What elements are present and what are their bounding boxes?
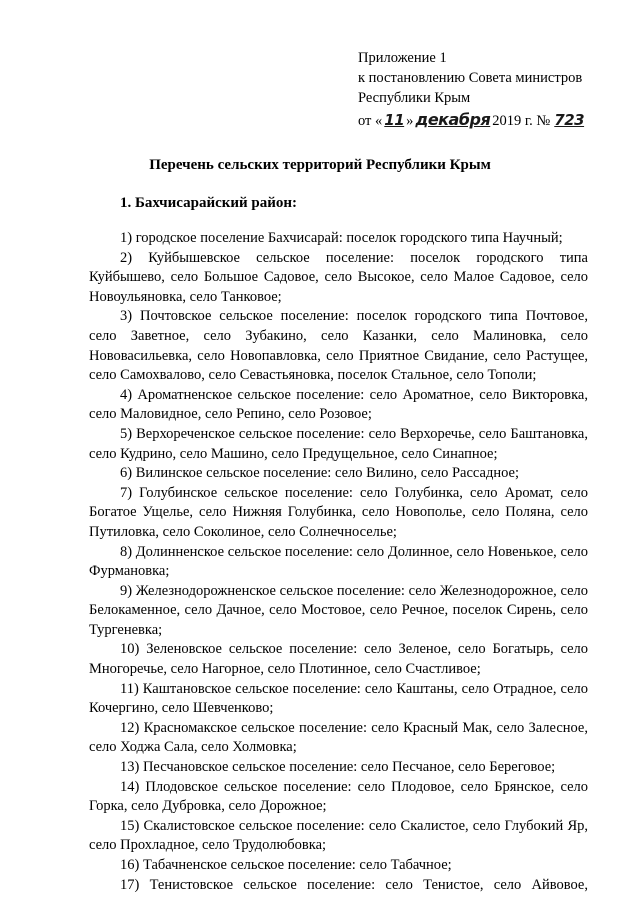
list-item: 17) Тенистовское сельское поселение: село Тенистое, село Айвовое, bbox=[120, 876, 588, 893]
list-item: 11) Каштановское сельское поселение: село Каштаны, село Отрадное, село Кочергино, село Шевченково; bbox=[89, 680, 588, 717]
appendix-republic: Республики Крым bbox=[358, 90, 471, 106]
handwritten-month: декабря bbox=[415, 110, 491, 129]
list-item: 9) Железнодорожненское сельское поселение: село Железнодорожное, село Белокаменное, село Дачное, село Мостовое, село Речное, поселок Сирень, село Тургеневка; bbox=[89, 582, 588, 638]
appendix-date-line bbox=[358, 110, 628, 131]
section-heading: 1. Бахчисарайский район: bbox=[120, 195, 298, 211]
list-item: 3) Почтовское сельское поселение: поселок городского типа Почтовое, село Заветное, село Зубакино, село Казанки, село Малиновка, село Нововасильевка, село Новопавловка, село Приятное Свидание, село Растущее, село Самохвалово, село Севастьяновка, поселок Стальное, село Тополи; bbox=[89, 308, 588, 384]
list-item: 16) Табачненское сельское поселение: село Табачное; bbox=[120, 857, 452, 873]
handwritten-day: 11 bbox=[384, 111, 405, 129]
appendix-decree-ref: к постановлению Совета министров bbox=[358, 70, 583, 86]
date-quote-close: » bbox=[406, 113, 414, 129]
list-item: 2) Куйбышевское сельское поселение: поселок городского типа Куйбышево, село Большое Садовое, село Высокое, село Малое Садовое, село Новоульяновка, село Танковое; bbox=[89, 249, 588, 305]
settlement-list bbox=[89, 229, 588, 895]
appendix-number: Приложение 1 bbox=[358, 50, 447, 66]
list-item: 14) Плодовское сельское поселение: село Плодовое, село Брянское, село Горка, село Дубровка, село Дорожное; bbox=[89, 778, 588, 815]
date-prefix: от « bbox=[358, 113, 383, 129]
list-item: 4) Ароматненское сельское поселение: село Ароматное, село Викторовка, село Маловидное, село Репино, село Розовое; bbox=[89, 386, 588, 423]
document-title: Перечень сельских территорий Республики Крым bbox=[149, 157, 491, 173]
appendix-header bbox=[358, 48, 628, 131]
list-item: 8) Долинненское сельское поселение: село Долинное, село Новенькое, село Фурмановка; bbox=[89, 543, 588, 580]
list-item: 7) Голубинское сельское поселение: село Голубинка, село Аромат, село Богатое Ущелье, село Нижняя Голубинка, село Новополье, село Поляна, село Путиловка, село Соколиное, село Солнечноселье; bbox=[89, 484, 588, 540]
list-item: 5) Верхореченское сельское поселение: село Верхоречье, село Баштановка, село Кудрино, село Машино, село Предущельное, село Синапное; bbox=[89, 425, 588, 462]
list-item: 13) Песчановское сельское поселение: село Песчаное, село Береговое; bbox=[120, 759, 556, 776]
date-year: 2019 г. № bbox=[492, 113, 551, 129]
list-item: 6) Вилинское сельское поселение: село Вилино, село Рассадное; bbox=[120, 465, 519, 482]
list-item: 12) Красномакское сельское поселение: село Красный Мак, село Залесное, село Ходжа Сала, село Холмовка; bbox=[89, 719, 588, 756]
list-item: 1) городское поселение Бахчисарай: поселок городского типа Научный; bbox=[120, 230, 563, 246]
handwritten-decree-number: 723 bbox=[554, 111, 585, 129]
list-item: 15) Скалистовское сельское поселение: село Скалистое, село Глубокий Яр, село Прохладное, село Трудолюбовка; bbox=[89, 817, 588, 854]
list-item: 10) Зеленовское сельское поселение: село Зеленое, село Богатырь, село Многоречье, село Нагорное, село Плотинное, село Счастливое; bbox=[89, 641, 588, 678]
